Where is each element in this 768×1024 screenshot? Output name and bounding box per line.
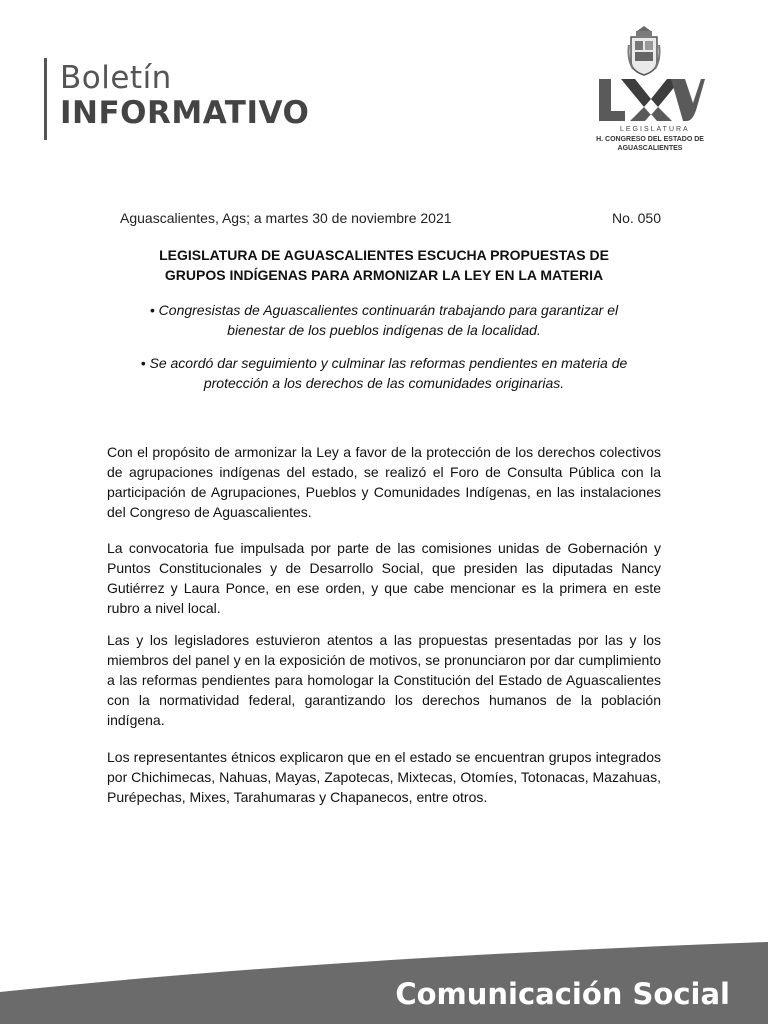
page-subtitle: INFORMATIVO [60, 95, 310, 131]
headline-line: GRUPOS INDÍGENAS PARA ARMONIZAR LA LEY EN LA MATERIA [164, 267, 604, 283]
footer-label: Comunicación Social [395, 977, 730, 1011]
state-seal-icon [627, 25, 661, 77]
congress-logo [585, 25, 715, 155]
summary-bullet [100, 353, 668, 393]
congress-name-line2: AGUASCALIENTES [617, 145, 683, 152]
legislatura-label: LEGISLATURA [620, 126, 690, 133]
summary-bullet-line: • Se acordó dar seguimiento y culminar las reformas pendientes en materia de [140, 355, 628, 371]
summary-bullet-line: protección a los derechos de las comunidades originarias. [203, 375, 565, 391]
summary-bullet-line: • Congresistas de Aguascalientes continuarán trabajando para garantizar el [149, 302, 619, 318]
congress-name-line1: H. CONGRESO DEL ESTADO DE [596, 136, 704, 143]
lxv-logo-icon [597, 77, 705, 123]
body-paragraph: Con el propósito de armonizar la Ley a favor de la protección de los derechos colectivos de agrupaciones indígenas del estado, se realizó el Foro de Consulta Pública con la participación de Agrupaciones, Pueblos y Comunidades Indígenas, en las instalaciones del Congreso de Aguascalientes. [107, 444, 661, 520]
headline-line: LEGISLATURA DE AGUASCALIENTES ESCUCHA PROPUESTAS DE [159, 247, 609, 263]
summary-bullet-line: bienestar de los pueblos indígenas de la localidad. [227, 322, 541, 338]
page-title: Boletín [60, 60, 172, 96]
header-bar [44, 58, 47, 140]
dateline: Aguascalientes, Ags; a martes 30 de noviembre 2021 [120, 210, 452, 226]
summary-bullet [100, 300, 668, 340]
body-paragraph: Los representantes étnicos explicaron que en el estado se encuentran grupos integrados por Chichimecas, Nahuas, Mayas, Zapotecas, Mixtecas, Otomíes, Totonacas, Mazahuas, Purépechas, Mixes, Tarahumaras y Chapanecos, entre otros. [107, 749, 661, 805]
headline [100, 245, 668, 285]
body-paragraph: La convocatoria fue impulsada por parte de las comisiones unidas de Gobernación y Puntos Constitucionales y de Desarrollo Social, que presiden las diputadas Nancy Gutiérrez y Laura Ponce, en ese orden, y que cabe mencionar es la primera en este rubro a nivel local. [107, 540, 661, 616]
bulletin-number: No. 050 [611, 210, 661, 226]
body-paragraph: Las y los legisladores estuvieron atentos a las propuestas presentadas por las y los miembros del panel y en la exposición de motivos, se pronunciaron por dar cumplimiento a las reformas pendientes para homologar la Constitución del Estado de Aguascalientes con la normatividad federal, garantizando los derechos humanos de la población indígena. [107, 632, 661, 728]
